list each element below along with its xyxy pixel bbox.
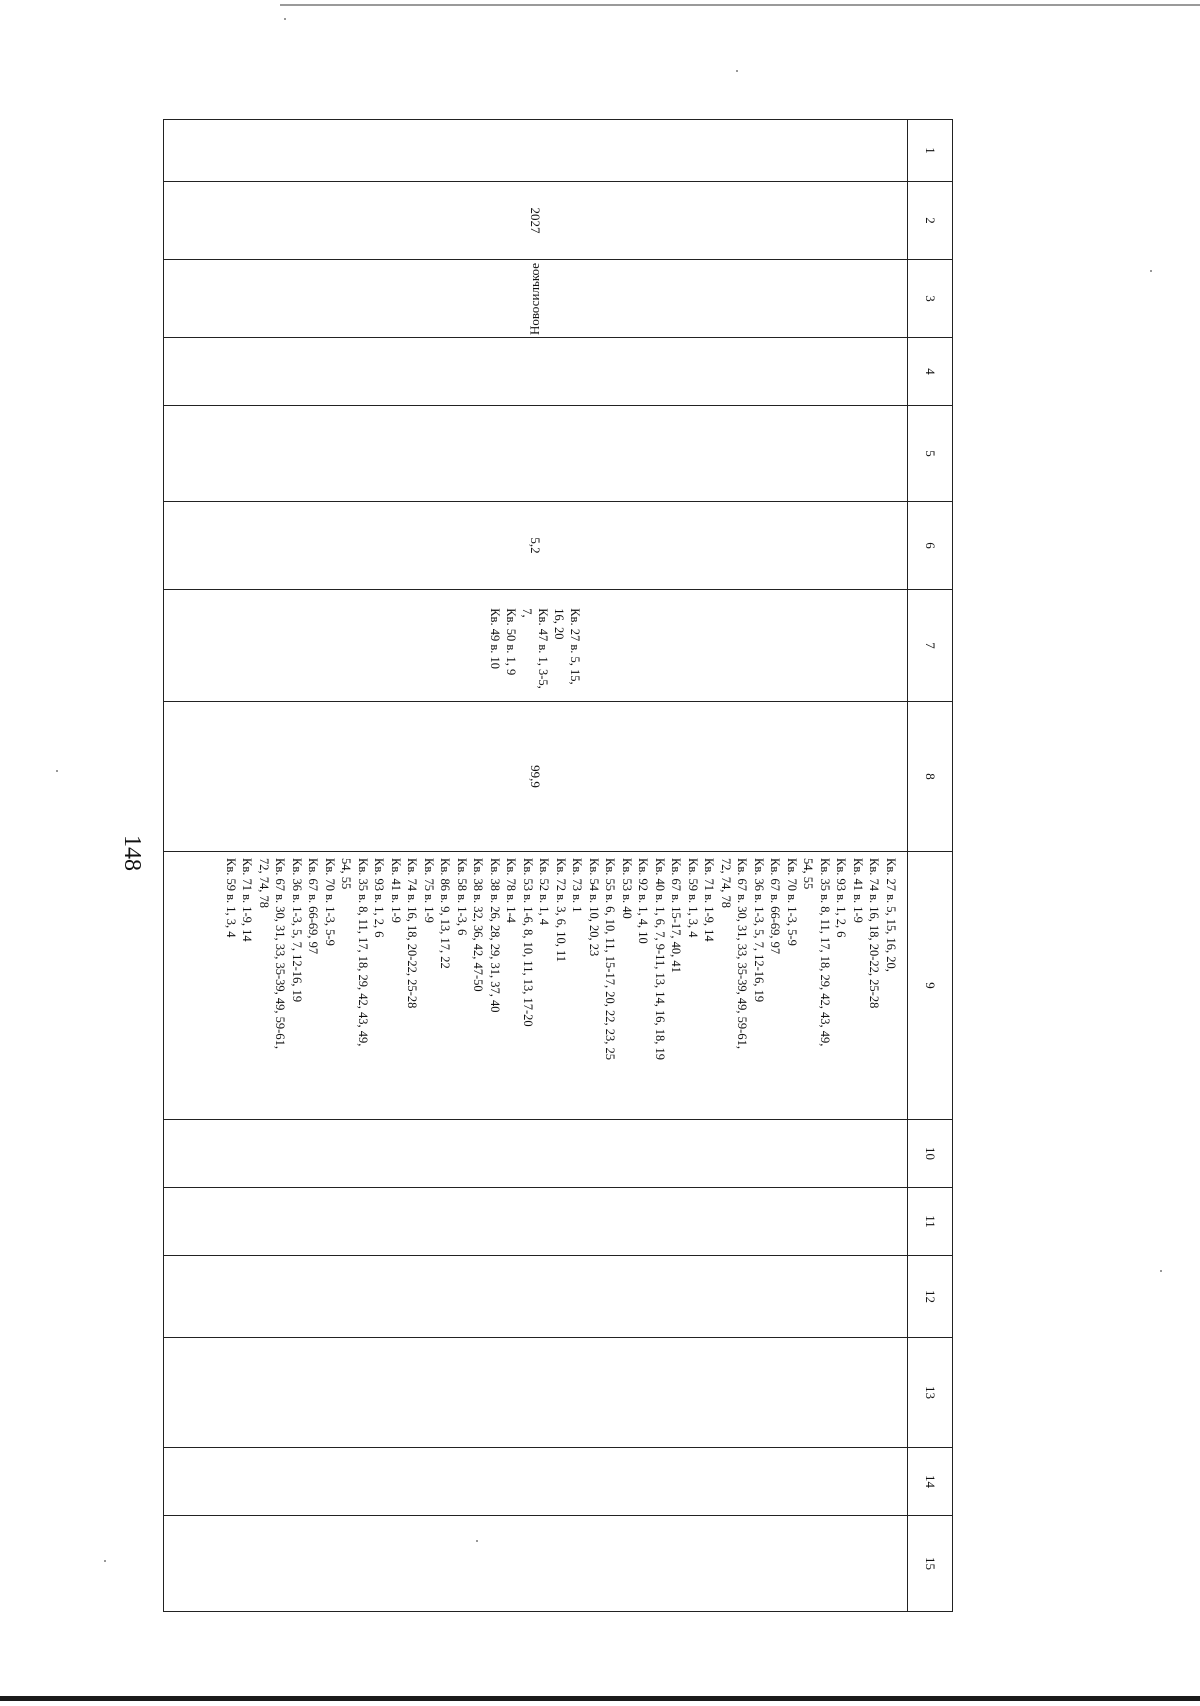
header-cell-3: 3 (908, 260, 953, 338)
list-item: Кв. 38 в. 32, 36, 42, 47-50 (471, 858, 486, 992)
list-item: Кв. 55 в. 6, 10, 11, 15-17, 20, 22, 23, 25 (603, 858, 618, 1060)
list-item: Кв. 53 в. 40 (620, 858, 634, 919)
list-item: Кв. 49 в. 10 (488, 608, 503, 669)
scan-speck (1160, 1270, 1162, 1272)
header-cell-8: 8 (908, 702, 953, 852)
cell-settlement (164, 260, 908, 338)
list-item: Кв. 70 в. 1-3, 5-9 (323, 858, 337, 946)
header-cell-10: 10 (908, 1120, 953, 1188)
list-item: Кв. 71 в. 1-9, 14 (240, 858, 255, 942)
list-item: Кв. 27 в. 5, 15, 16, 20, (884, 858, 898, 972)
list-item: Кв. 36 в. 1-3, 5, 7, 12-16, 19 (752, 858, 766, 1003)
list-item: Кв. 73 в. 1 (570, 858, 585, 913)
list-item: Кв. 67 в. 30, 31, 33, 35-39, 49, 59-61, (735, 858, 750, 1049)
list-item: Кв. 75 в. 1-9 (422, 858, 436, 923)
rotated-data-table (163, 119, 953, 1597)
data-table (163, 119, 953, 1612)
cell-year (164, 182, 908, 260)
list-item: Кв. 67 в. 66-69, 97 (306, 858, 321, 955)
list-item: Кв. 27 в. 5, 15, (568, 608, 583, 685)
list-item: Кв. 41 в. 1-9 (389, 858, 403, 923)
list-item: Кв. 93 в. 1, 2, 6 (372, 858, 387, 938)
cell-col6 (164, 502, 908, 590)
year-value: 2027 (528, 207, 544, 234)
header-cell-4: 4 (908, 338, 953, 406)
list-item: Кв. 59 в. 1, 3, 4 (224, 858, 238, 938)
list-item: 16, 20 (552, 608, 567, 640)
cell-col13 (164, 1338, 908, 1448)
cell-col9 (164, 852, 908, 1120)
list-item: Кв. 50 в. 1, 9 (504, 608, 519, 676)
cell-col7 (164, 590, 908, 702)
scan-top-rule (280, 4, 1200, 6)
list-item: Кв. 70 в. 1-3, 5-9 (785, 858, 799, 946)
header-cell-15: 15 (908, 1516, 953, 1612)
list-item: 7, (520, 608, 535, 618)
list-item: Кв. 58 в. 1-3, 6 (455, 858, 469, 936)
scan-speck (56, 770, 58, 772)
list-item: Кв. 72 в. 3, 6, 10, 11 (554, 858, 568, 963)
list-item: Кв. 40 в. 1, 6, 7, 9-11, 13, 14, 16, 18, 19 (653, 858, 667, 1060)
cell-col14 (164, 1448, 908, 1516)
header-cell-9: 9 (908, 852, 953, 1120)
list-item: Кв. 78 в. 1-4 (504, 858, 519, 923)
settlement-name: Новосилькое (527, 262, 543, 335)
list-item: Кв. 52 в. 1, 4 (537, 858, 552, 926)
scan-speck (736, 70, 738, 72)
cell-col1 (164, 120, 908, 182)
header-cell-2: 2 (908, 182, 953, 260)
cell-col12 (164, 1256, 908, 1338)
header-cell-6: 6 (908, 502, 953, 590)
cell-col4 (164, 338, 908, 406)
header-cell-1: 1 (908, 120, 953, 182)
list-item: Кв. 41 в. 1-9 (851, 858, 865, 923)
list-item: Кв. 74 в. 16, 18, 20-22, 25-28 (405, 858, 420, 1009)
list-item: 72, 74, 78 (719, 858, 733, 908)
col6-value: 5,2 (528, 537, 544, 554)
scan-speck (284, 18, 286, 20)
list-item: 54, 55 (801, 858, 816, 890)
header-cell-13: 13 (908, 1338, 953, 1448)
list-item: Кв. 71 в. 1-9, 14 (702, 858, 717, 942)
list-item: Кв. 59 в. 1, 3, 4 (686, 858, 700, 938)
col8-value: 99,9 (528, 765, 544, 788)
header-cell-14: 14 (908, 1448, 953, 1516)
header-cell-5: 5 (908, 406, 953, 502)
cell-col5 (164, 406, 908, 502)
cell-col10 (164, 1120, 908, 1188)
cell-col11 (164, 1188, 908, 1256)
list-item: Кв. 67 в. 66-69, 97 (768, 858, 783, 955)
scan-bottom-rule (0, 1696, 1200, 1701)
list-item: Кв. 35 в. 8, 11, 17, 18, 29, 42, 43, 49, (818, 858, 832, 1047)
table-row (164, 120, 908, 1612)
col9-apartment-list (223, 858, 900, 1115)
list-item: Кв. 74 в. 16, 18, 20-22, 25-28 (867, 858, 882, 1009)
list-item: Кв. 54 в. 10, 20, 23 (587, 858, 601, 957)
list-item: Кв. 38 в. 26, 28, 29, 31, 37, 40 (488, 858, 502, 1013)
scan-speck (104, 1560, 106, 1562)
header-row (908, 120, 953, 1612)
list-item: Кв. 67 в. 30, 31, 33, 35-39, 49, 59-61, (273, 858, 288, 1049)
header-cell-7: 7 (908, 590, 953, 702)
list-item: Кв. 93 в. 1, 2, 6 (834, 858, 849, 938)
list-item: Кв. 47 в. 1, 3-5, (536, 608, 551, 689)
list-item: Кв. 35 в. 8, 11, 17, 18, 29, 42, 43, 49, (356, 858, 370, 1047)
page-number: 148 (119, 835, 145, 871)
col7-apartment-list (488, 602, 584, 689)
cell-col8 (164, 702, 908, 852)
list-item: Кв. 86 в. 9, 13, 17, 22 (438, 858, 453, 969)
list-item: Кв. 67 в. 15-17, 40, 41 (669, 858, 684, 973)
list-item: Кв. 92 в. 1, 4, 10 (636, 858, 651, 944)
header-cell-12: 12 (908, 1256, 953, 1338)
cell-col15 (164, 1516, 908, 1612)
scan-speck (1150, 270, 1152, 272)
header-cell-11: 11 (908, 1188, 953, 1256)
list-item: 54, 55 (339, 858, 354, 890)
list-item: Кв. 36 в. 1-3, 5, 7, 12-16, 19 (290, 858, 304, 1003)
list-item: 72, 74, 78 (257, 858, 271, 908)
list-item: Кв. 53 в. 1-6, 8, 10, 11, 13, 17-20 (521, 858, 535, 1027)
